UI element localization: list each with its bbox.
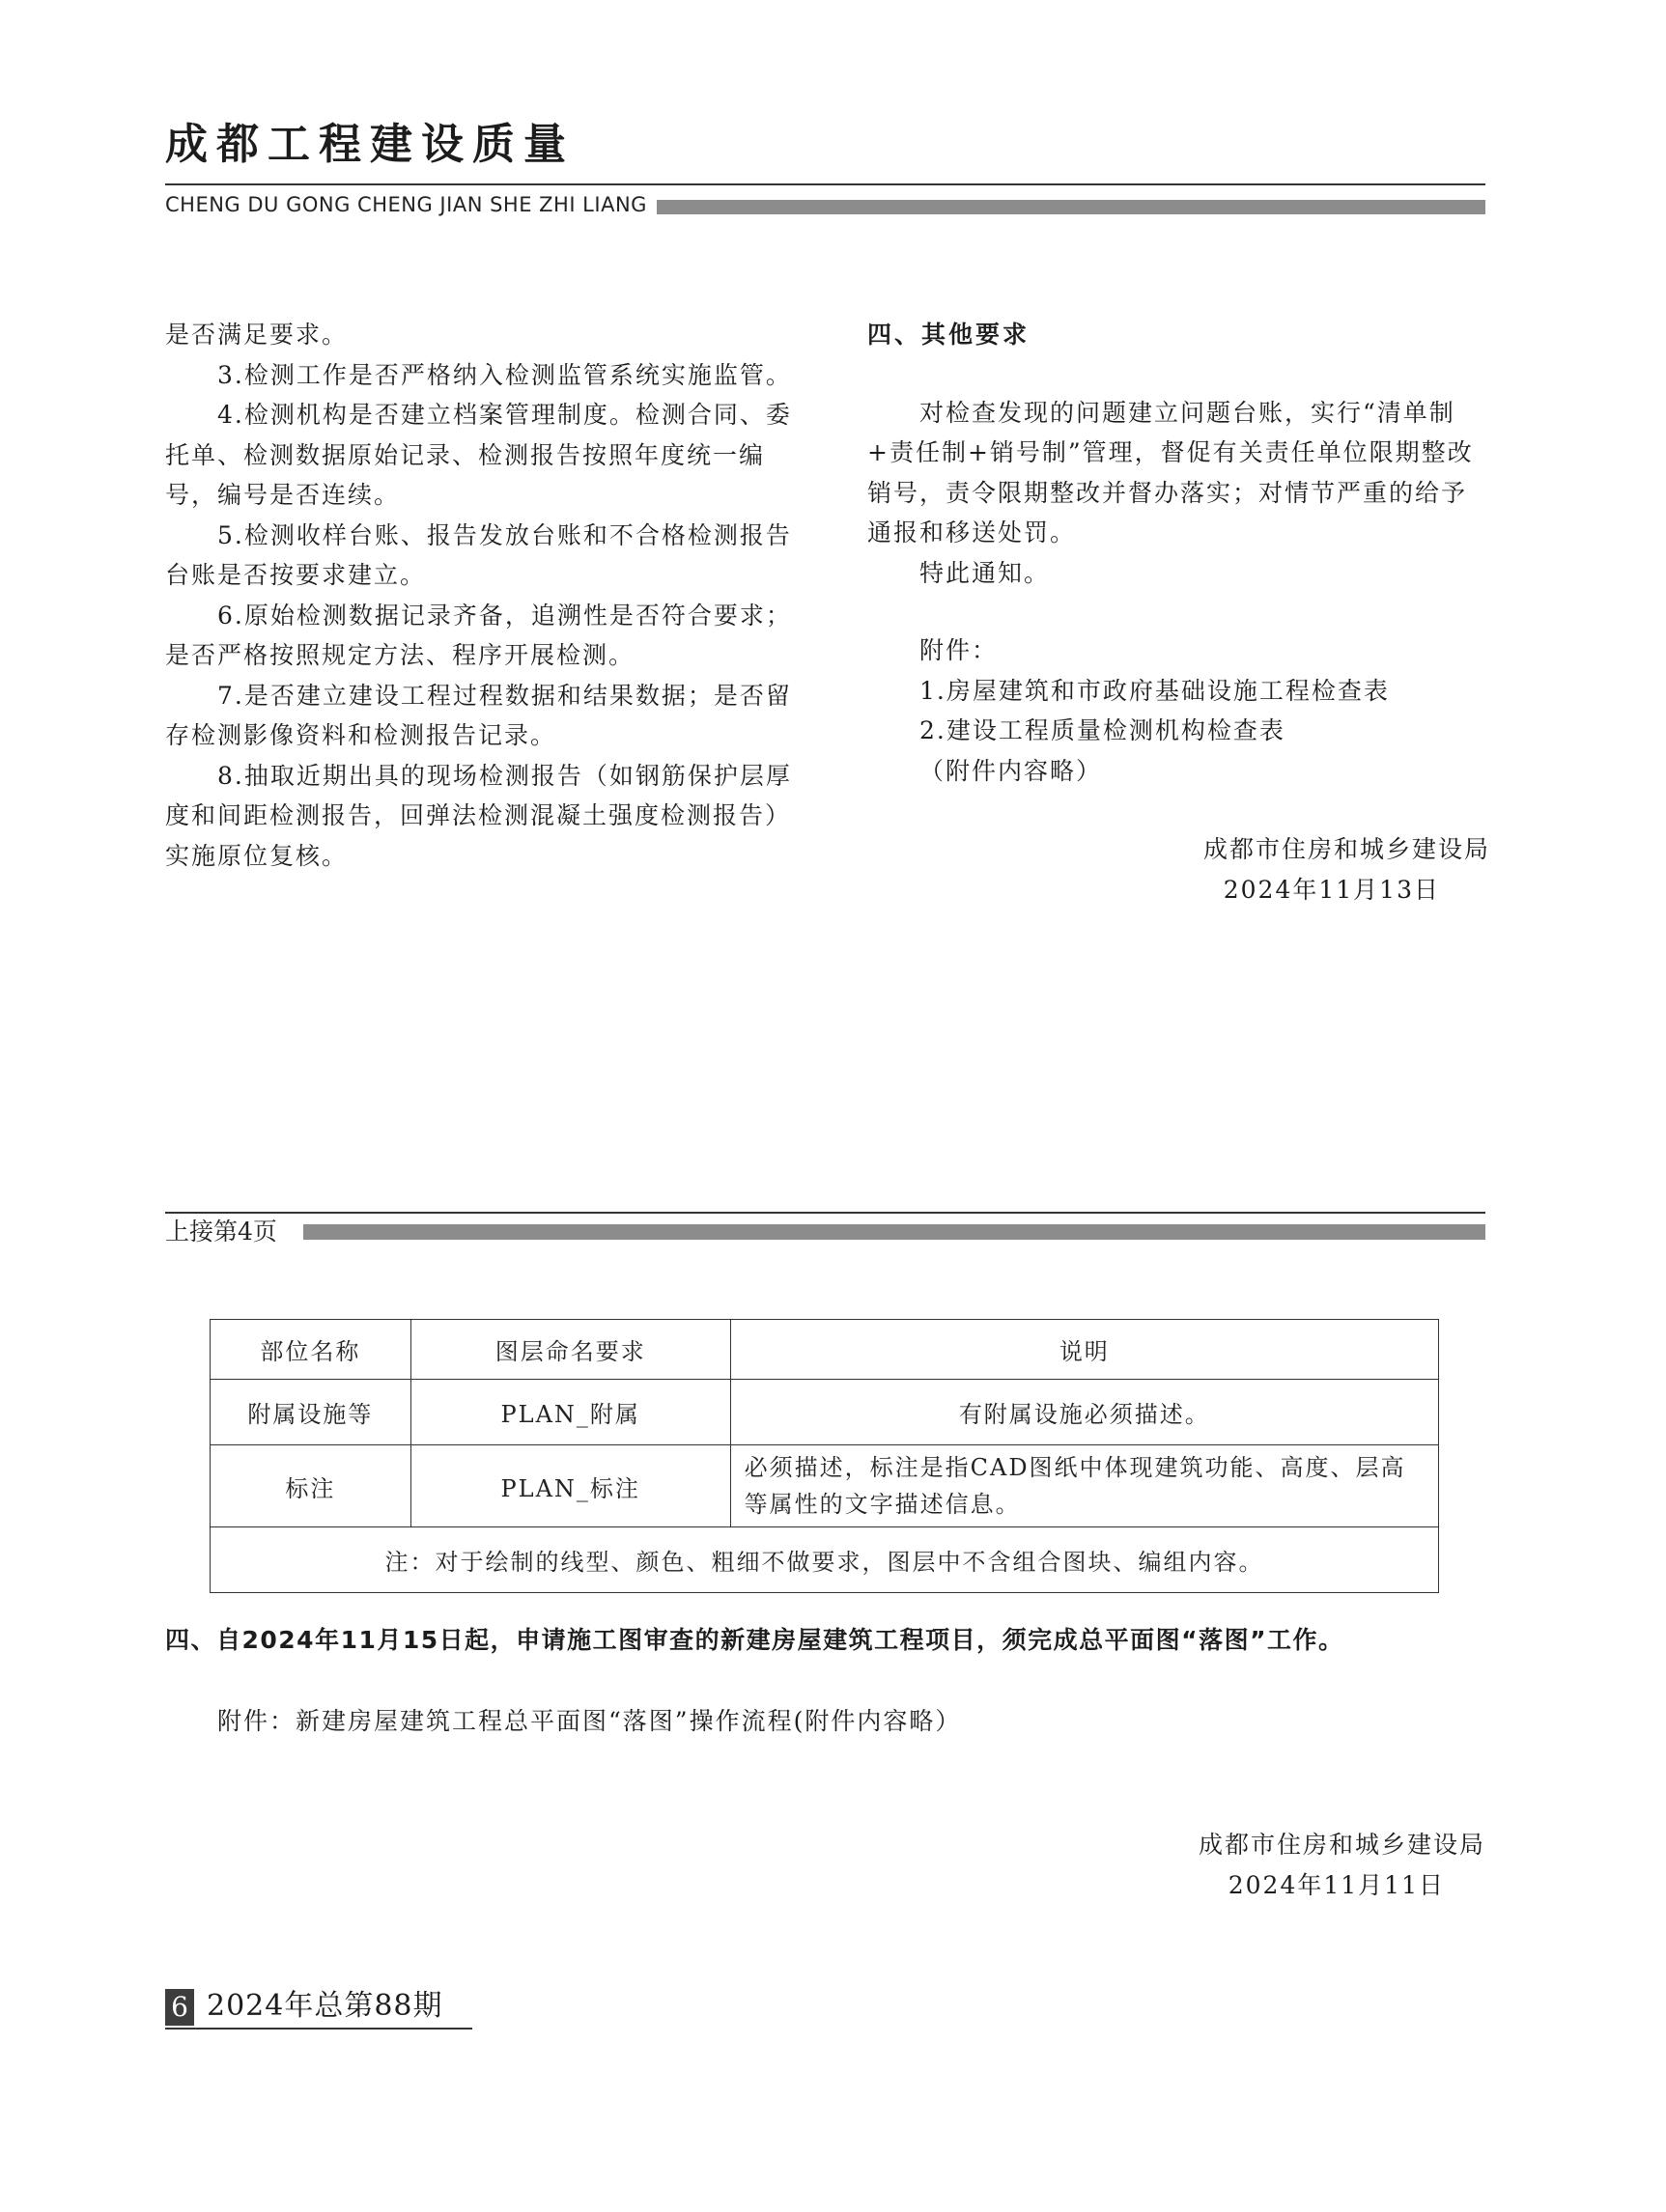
header-gray-bar (657, 200, 1485, 214)
journal-title: 成都工程建设质量 (165, 120, 575, 169)
issue-label: 2024年总第88期 (207, 1989, 443, 2023)
table-header-row (211, 1320, 1439, 1380)
section-heading: 四、其他要求 (867, 321, 1031, 349)
header-divider (165, 183, 1485, 185)
table-note-row (211, 1527, 1439, 1593)
table-cell: PLAN_标注 (410, 1445, 730, 1527)
attachment-item: 1.房屋建筑和市政府基础设施工程检查表 (919, 676, 1390, 705)
issue-date: 2024年11月11日 (1228, 1871, 1445, 1899)
checklist-item-7: 7.是否建立建设工程过程数据和结果数据；是否留存检测影像资料和检测报告记录。 (165, 681, 792, 749)
continuation-gray-bar (303, 1224, 1485, 1240)
issuer-name: 成都市住房和城乡建设局 (1202, 835, 1490, 863)
issue-date: 2024年11月13日 (1223, 875, 1440, 904)
closing-line: 特此通知。 (919, 558, 1051, 587)
checklist-item-4: 4.检测机构是否建立档案管理制度。检测合同、委托单、检测数据原始记录、检测报告按照年度统一编号，编号是否连续。 (165, 401, 792, 509)
table-row (211, 1445, 1439, 1527)
bottom-signature (1062, 1825, 1485, 1906)
table-cell: 必须描述，标注是指CAD图纸中体现建筑功能、高度、层高等属性的文字描述信息。 (730, 1445, 1438, 1527)
checklist-item-6: 6.原始检测数据记录齐备，追溯性是否符合要求；是否严格按照规定方法、程序开展检测。 (165, 601, 792, 669)
attachment-label: 附件： (919, 636, 999, 664)
footer-underline (165, 2028, 472, 2030)
right-text-column (867, 315, 1490, 910)
table-cell: 标注 (211, 1445, 411, 1527)
continuation-label: 上接第4页 (165, 1218, 277, 1246)
continuation-divider (165, 1212, 1485, 1214)
table-row (211, 1380, 1439, 1445)
left-text-column (165, 315, 803, 876)
table-header-cell: 说明 (730, 1320, 1438, 1380)
requirements-paragraph: 对检查发现的问题建立问题台账，实行“清单制+责任制+销号制”管理，督促有关责任单位限期整改销号，责令限期整改并督办落实；对情节严重的给予通报和移送处罚。 (867, 398, 1474, 546)
checklist-item-3: 3.检测工作是否严格纳入检测监管系统实施监管。 (217, 360, 792, 389)
table-cell: 有附属设施必须描述。 (730, 1380, 1438, 1445)
layer-naming-table (210, 1319, 1439, 1593)
table-cell: PLAN_附属 (410, 1380, 730, 1445)
page-number: 6 (165, 1989, 194, 2026)
attachment-item: 2.建设工程质量检测机构检查表 (919, 716, 1285, 744)
table-cell: 附属设施等 (211, 1380, 411, 1445)
table-note: 注：对于绘制的线型、颜色、粗细不做要求，图层中不含组合图块、编组内容。 (211, 1527, 1439, 1593)
paragraph: 是否满足要求。 (165, 321, 349, 349)
attachment-note: （附件内容略） (919, 756, 1103, 785)
attachment-line: 附件：新建房屋建筑工程总平面图“落图”操作流程(附件内容略） (217, 1707, 962, 1735)
table-header-cell: 图层命名要求 (410, 1320, 730, 1380)
notice-item-four: 四、自2024年11月15日起，申请施工图审查的新建房屋建筑工程项目，须完成总平面图“落图”工作。 (165, 1626, 1344, 1654)
issuer-name: 成都市住房和城乡建设局 (1198, 1831, 1485, 1859)
checklist-item-5: 5.检测收样台账、报告发放台账和不合格检测报告台账是否按要求建立。 (165, 520, 792, 589)
journal-subtitle-pinyin: CHENG DU GONG CHENG JIAN SHE ZHI LIANG (165, 193, 647, 216)
checklist-item-8: 8.抽取近期出具的现场检测报告（如钢筋保护层厚度和间距检测报告，回弹法检测混凝土强度检测报告）实施原位复核。 (165, 761, 792, 870)
table-header-cell: 部位名称 (211, 1320, 411, 1380)
